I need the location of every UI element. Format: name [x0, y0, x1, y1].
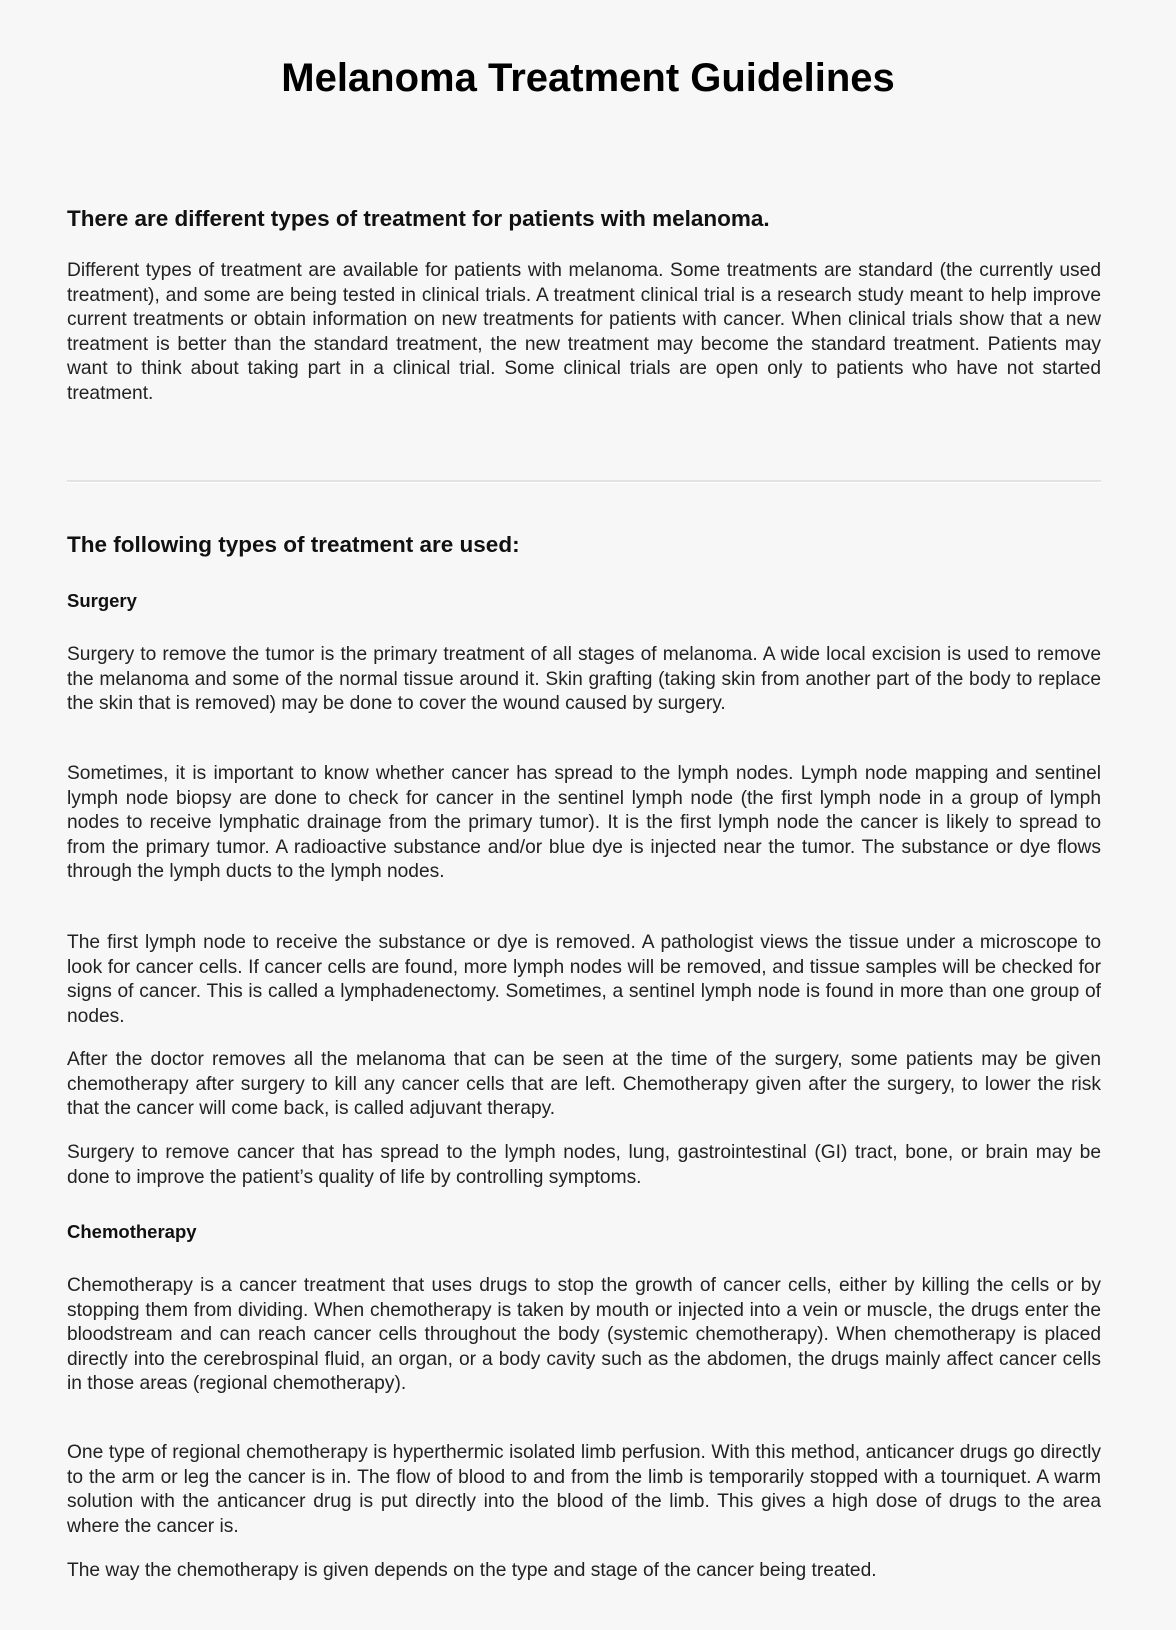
subsection-heading-surgery: Surgery [67, 590, 137, 611]
document-title: Melanoma Treatment Guidelines [281, 56, 895, 100]
intro-paragraph: Different types of treatment are available for patients with melanoma. Some treatments are standard (the currently used treatment), and some are being tested in clinical trials. A treatment clinical trial is a research study meant to help improve current treatments or obtain information on new treatments for patients with cancer. When clinical trials show that a new treatment is better than the standard treatment, the new treatment may become the standard treatment. Patients may want to think about taking part in a clinical trial. Some clinical trials are open only to patients who have not started treatment. [67, 260, 1101, 404]
chemotherapy-paragraph-3: The way the chemotherapy is given depends on the type and stage of the cancer being treated. [67, 1560, 877, 1581]
surgery-paragraph-2: Sometimes, it is important to know whether cancer has spread to the lymph nodes. Lymph node mapping and sentinel lymph node biopsy are done to check for cancer in the sentinel lymph node (the first lymph node in a group of lymph nodes to receive lymphatic drainage from the primary tumor). It is the first lymph node the cancer is likely to spread to from the primary tumor. A radioactive substance and/or blue dye is injected near the tumor. The substance or dye flows through the lymph ducts to the lymph nodes. [67, 763, 1101, 883]
section-heading-treatment-types: There are different types of treatment for patients with melanoma. [67, 206, 770, 231]
chemotherapy-paragraph-2: One type of regional chemotherapy is hyperthermic isolated limb perfusion. With this method, anticancer drugs go directly to the arm or leg the cancer is in. The flow of blood to and from the limb is temporarily stopped with a tourniquet. A warm solution with the anticancer drug is put directly into the blood of the limb. This gives a high dose of drugs to the area where the cancer is. [67, 1442, 1101, 1537]
subsection-heading-chemotherapy: Chemotherapy [67, 1221, 197, 1242]
section-heading-treatments-used: The following types of treatment are used: [67, 532, 520, 557]
surgery-paragraph-3: The first lymph node to receive the substance or dye is removed. A pathologist views the tissue under a microscope to look for cancer cells. If cancer cells are found, more lymph nodes will be removed, and tissue samples will be checked for signs of cancer. This is called a lymphadenectomy. Sometimes, a sentinel lymph node is found in more than one group of nodes. [67, 932, 1101, 1027]
surgery-paragraph-5: Surgery to remove cancer that has spread to the lymph nodes, lung, gastrointestinal (GI) tract, bone, or brain may be done to improve the patient’s quality of life by controlling symptoms. [67, 1142, 1101, 1188]
chemotherapy-paragraph-1: Chemotherapy is a cancer treatment that uses drugs to stop the growth of cancer cells, either by killing the cells or by stopping them from dividing. When chemotherapy is taken by mouth or injected into a vein or muscle, the drugs enter the bloodstream and can reach cancer cells throughout the body (systemic chemotherapy). When chemotherapy is placed directly into the cerebrospinal fluid, an organ, or a body cavity such as the abdomen, the drugs mainly affect cancer cells in those areas (regional chemotherapy). [67, 1275, 1101, 1395]
section-divider [67, 480, 1101, 483]
surgery-paragraph-4: After the doctor removes all the melanoma that can be seen at the time of the surgery, some patients may be given chemotherapy after surgery to kill any cancer cells that are left. Chemotherapy given after the surgery, to lower the risk that the cancer will come back, is called adjuvant therapy. [67, 1049, 1101, 1120]
surgery-paragraph-1: Surgery to remove the tumor is the primary treatment of all stages of melanoma. A wide local excision is used to remove the melanoma and some of the normal tissue around it. Skin grafting (taking skin from another part of the body to replace the skin that is removed) may be done to cover the wound caused by surgery. [67, 644, 1101, 715]
